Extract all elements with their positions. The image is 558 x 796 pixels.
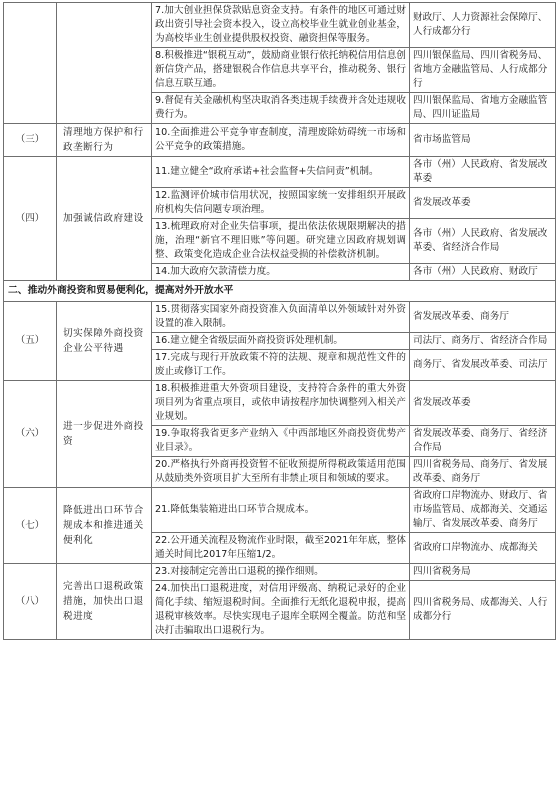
section-number: （七） — [4, 488, 57, 564]
category-name: 完善出口退税政策措施，加快出口退税进度 — [57, 564, 152, 640]
responsible-departments: 省政府口岸物流办、成都海关 — [410, 533, 556, 564]
measure-text: 22.公开通关流程及物流作业时限，截至2021年年底，整体通关时间比2017年压缩1/2。 — [152, 533, 410, 564]
responsible-departments: 四川省税务局 — [410, 564, 556, 581]
category-name: 加强诚信政府建设 — [57, 157, 152, 281]
measure-text: 16.建立健全省级层面外商投资诉处理机制。 — [152, 333, 410, 350]
responsible-departments: 财政厅、人力资源社会保障厅、人行成都分行 — [410, 3, 556, 48]
measure-text: 18.积极推进重大外资项目建设，支持符合条件的重大外资项目列为省重点项目，或依申请按程序加快调整列入相关产业规划。 — [152, 381, 410, 426]
responsible-departments: 四川省税务局、商务厅、省发展改革委、商务厅 — [410, 457, 556, 488]
responsible-departments: 省发展改革委、商务厅、省经济合作局 — [410, 426, 556, 457]
section-number — [4, 3, 57, 124]
measure-text: 23.对接制定完善出口退税的操作细则。 — [152, 564, 410, 581]
measure-text: 10.全面推进公平竞争审查制度，清理废除妨碍统一市场和公平竞争的政策措施。 — [152, 124, 410, 157]
table-row — [4, 488, 556, 533]
table-row — [4, 302, 556, 333]
measure-text: 17.完成与现行开放政策不符的法规、规章和规范性文件的废止或修订工作。 — [152, 350, 410, 381]
measure-text: 24.加快出口退税进度，对信用评级高、纳税记录好的企业简化手续、缩短退税时间。全面推行无纸化退税申报，提高退税审核效率。尽快实现电子退库全联网全覆盖。防范和坚决打击骗取出口退税行为。 — [152, 581, 410, 640]
section-number: （三） — [4, 124, 57, 157]
section-number: （六） — [4, 381, 57, 488]
measure-text: 13.梳理政府对企业失信事项，提出依法依规限期解决的措施，治理“新官不理旧账”等问题。研究建立因政府规划调整、政策变化造成企业合法权益受损的补偿救济机制。 — [152, 219, 410, 264]
measure-text: 9.督促有关金融机构坚决取消各类违规手续费并含处违规收费行为。 — [152, 93, 410, 124]
responsible-departments: 司法厅、商务厅、省经济合作局 — [410, 333, 556, 350]
category-name: 清理地方保护和行政垄断行为 — [57, 124, 152, 157]
measure-text: 8.积极推进“银税互动”，鼓励商业银行依托纳税信用信息创新信贷产品，搭建银税合作信息共享平台，推动税务、银行信息互联互通。 — [152, 48, 410, 93]
section-number: （四） — [4, 157, 57, 281]
category-name: 切实保障外商投资企业公平待遇 — [57, 302, 152, 381]
table-row — [4, 157, 556, 188]
measure-text: 7.加大创业担保贷款贴息资金支持。有条件的地区可通过财政出资引导社会资本投入，设立高校毕业生就业创业基金，为高校毕业生创业提供股权投资、融资担保等服务。 — [152, 3, 410, 48]
responsible-departments: 各市（州）人民政府、省发展改革委、省经济合作局 — [410, 219, 556, 264]
measure-text: 12.监测评价城市信用状况，按照国家统一安排组织开展政府机构失信问题专项治理。 — [152, 188, 410, 219]
measure-text: 19.争取将我省更多产业纳入《中西部地区外商投资优势产业目录》。 — [152, 426, 410, 457]
responsible-departments: 各市（州）人民政府、省发展改革委 — [410, 157, 556, 188]
responsible-departments: 四川银保监局、四川省税务局、省地方金融监管局、人行成都分行 — [410, 48, 556, 93]
category-name — [57, 3, 152, 124]
measure-text: 20.严格执行外商再投资暂不征收预提所得税政策适用范围从鼓励类外资项目扩大至所有非禁止项目和领域的要求。 — [152, 457, 410, 488]
category-name: 降低进出口环节合规成本和推进通关便利化 — [57, 488, 152, 564]
table-row — [4, 381, 556, 426]
section-number: （五） — [4, 302, 57, 381]
responsible-departments: 省政府口岸物流办、财政厅、省市场监管局、成都海关、交通运输厅、省发展改革委、商务厅 — [410, 488, 556, 533]
part2-heading: 二、推动外商投资和贸易便利化，提高对外开放水平 — [4, 281, 556, 302]
responsible-departments: 省市场监管局 — [410, 124, 556, 157]
table-body-part1 — [4, 3, 556, 281]
category-name: 进一步促进外商投资 — [57, 381, 152, 488]
responsible-departments: 省发展改革委、商务厅 — [410, 302, 556, 333]
measure-text: 15.贯彻落实国家外商投资准入负面清单以外领域针对外资设置的准入限制。 — [152, 302, 410, 333]
section-number: （八） — [4, 564, 57, 640]
responsible-departments: 四川省税务局、成都海关、人行成都分行 — [410, 581, 556, 640]
policy-table — [3, 2, 556, 640]
section-heading-row — [4, 281, 556, 302]
table-row — [4, 564, 556, 581]
responsible-departments: 省发展改革委 — [410, 381, 556, 426]
responsible-departments: 四川银保监局、省地方金融监管局、四川证监局 — [410, 93, 556, 124]
measure-text: 14.加大政府欠款清偿力度。 — [152, 264, 410, 281]
responsible-departments: 各市（州）人民政府、财政厅 — [410, 264, 556, 281]
table-body-heading — [4, 281, 556, 302]
table-row — [4, 124, 556, 157]
measure-text: 21.降低集装箱进出口环节合规成本。 — [152, 488, 410, 533]
measure-text: 11.建立健全“政府承诺+社会监督+失信问责”机制。 — [152, 157, 410, 188]
responsible-departments: 商务厅、省发展改革委、司法厅 — [410, 350, 556, 381]
table-row — [4, 3, 556, 48]
responsible-departments: 省发展改革委 — [410, 188, 556, 219]
table-body-part2 — [4, 302, 556, 640]
